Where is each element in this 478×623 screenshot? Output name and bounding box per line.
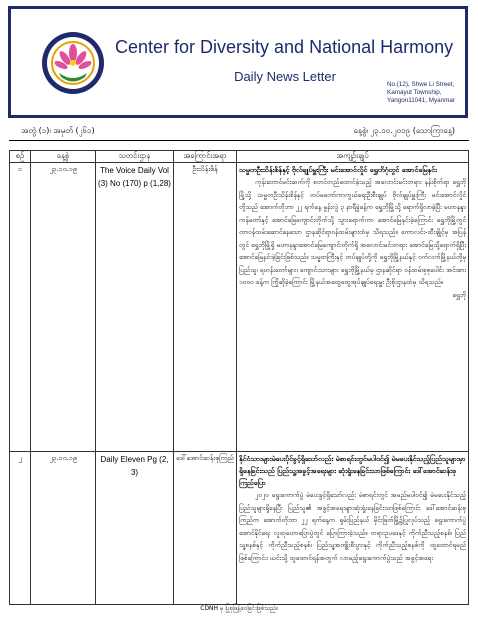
column-header-source: သတင်းဌာန (96, 151, 174, 163)
row-source: Daily Eleven Pg (2, 3) (96, 452, 174, 605)
issue-date: နေ့စွဲ၊ ၂၃.၁၀.၂၀၁၉ (သောကြာနေ့) (353, 126, 455, 135)
volume-number: အတွဲ (၁)၊ အမှတ် (၂၆၁) (21, 126, 95, 135)
organization-title: Center for Diversity and National Harmony (115, 37, 454, 57)
row-number: ၂ (10, 452, 31, 605)
address (387, 81, 467, 105)
row-summary (237, 163, 469, 452)
address-line: Yangon11041, Myanmar (387, 97, 456, 104)
news-body: ကုန်းဘောင်မင်းဆက်ကို စတင်တည်ထောင်ခဲ့သည့် အလောင်းမင်းတရား နန်းစိုက်ရာ ရွှေဘိုမြို့သို့ သမ္မတဦးသိန်းစိန်နှင့် တပ်မတော်ကာကွယ်ရေးဦးစီးချုပ် ဗိုလ်ချုပ်မှူးကြီး မင်းအောင်လှိုင်တို့သည် အောက်တိုဘာ ၂၂ ရက်နေ့ မွန်းလွဲ ၃ နာရီခွဲခန့်က ရွှေဘိုမြို့သို့ ရောက်ရှိလာခဲ့ပြီး မဟာနန္ဒာကန်တော်နှင့် အောင်မြေကျောင်းတိုက်သို့ သွားရောက်ကာ အောင်မြေနင်းခဲ့ကြောင်း ရွှေဘိုမြို့တွင် တာဝန်ထမ်းဆောင်နေသော ဌာနဆိုင်ရာဝန်ထမ်းများထံမှ သိရသည်။ ကောလင်း-ထီးချိုင့်မှ အပြန်တွင် ရွှေဘိုမြို့ရှိ မဟာနန္ဒာအောင်မြေကျောင်းတိုက်ရှိ အလောင်းမင်းတရား အောင်မြေသို့ရောက်ရှိပြီး အောင်မြေနင်းခဲ့ခြင်းဖြစ်သည်။ သမ္မတကြီးနှင့် တပ်ချုပ်တို့ကို ရွှေဘိုမြို့နယ်နှင့် ဝက်လက်မြို့နယ်တို့မှ ပြည်သူ၊ ရဟန်းတော်များ၊ ကျောင်းသားများ ရွှေဘိုမြို့နယ်မှ ဌာနဆိုင်ရာ ဝန်ထမ်းစုစုပေါင်း အင်အား ၁၀၀၀ ခန့်က ကြိုဆိုခဲ့ကြောင်း မြို့နယ်အထွေထွေအုပ်ချုပ်ရေးမှူး ဦးစိုးဌာနထံမှ သိရသည်။ (239, 178, 466, 286)
issue-info (9, 121, 469, 141)
column-header-category: အကြောင်းအရာ (174, 151, 237, 163)
table-row (10, 452, 469, 605)
column-header-no: စဉ် (10, 151, 31, 163)
row-category: ဦးသိန်းစိန် (174, 163, 237, 452)
news-headline: သမ္မတဦးသိန်းစိန်နှင့် ဗိုလ်ချုပ်မှူးကြီး မင်းအောင်လှိုင် ရွှေတိဂုံတွင် အောင်မြေနင်း (239, 166, 437, 174)
cdnh-logo (39, 17, 107, 109)
column-header-summary: အကျဉ်းချုပ် (237, 151, 469, 163)
news-headline: နိုင်ငံသားများမဲပေးပိုင်ခွင့်ရှိသော်လည်း မဲစာရင်းတွင်မပါဝင်၍ မဲမပေးနိုင်သည့်ပြည်သူများမှာရှိနေခြင်းသည် ပြည်သူ့အခွင့်အရေးများ ဆုံးရှုံးနေခြင်းသာဖြစ်ကြောင်း ဒေါ်အောင်ဆန်းစုကြည်ပြော (239, 455, 466, 487)
address-line: No.(12), Shwe Li Street, (387, 81, 455, 88)
row-summary (237, 452, 469, 605)
address-line: Kamayut Township, (387, 89, 442, 96)
page-footer: CDNH မှ ပြုစုဖြန့်ဝေခြင်းဖြစ်သည်။ (200, 605, 278, 612)
news-body: ၂၀၂၀ ရွေးကောက်ပွဲ မဲပေးခွင့်ရှိသော်လည်း မဲစာရင်းတွင် အမည်မပါဝင်၍ မဲမပေးနိုင်သည့် ပြည်သူများရှိနေပြီး ပြည်သူ၏ အခွင့်အရေးများဆုံးရှုံးနေခြင်းသာဖြစ်ကြောင်း ဒေါ်အောင်ဆန်းစုကြည်က အောက်တိုဘာ ၂၂ ရက်နေ့က ရှမ်းပြည်နယ် မိုင်းဖြတ်မြို့၌ပြုလုပ်သည့် ရွေးကောက်ပွဲအောင်နိုင်ရေး လူထုဟောပြောပွဲတွင် ပြောကြားခဲ့သည်။ တရားဥပဒေနှင့် ကိုက်ညီသည့်စနစ်၊ ပြည်သူ့စနစ်နှင့် ကိုက်ညီသည့်စနစ်၊ ပြည်သူ့အကျိုးစီးပွားနှင့် ကိုက်ညီသည့်စနစ်ကို ထူထောင်ရမည်ဖြစ်ကြောင်း၊ ယင်းသို့ ထူထောင်ရန်အတွက် လာမည့်ရွေးကောက်ပွဲသည် အခွင့်အရေး (239, 491, 466, 562)
newsletter-title: Daily News Letter (234, 69, 336, 84)
column-header-date: နေ့စွဲ (31, 151, 96, 163)
table-header-row (10, 151, 469, 163)
row-source: The Voice Daily Vol (3) No (170) p (1,28) (96, 163, 174, 452)
letterhead (8, 6, 468, 118)
table-row (10, 163, 469, 452)
news-location: ရွှေဘို (452, 290, 466, 299)
row-date: ၂၃.၁၀.၁၉ (31, 163, 96, 452)
row-category: ဒေါ်အောင်ဆန်းစုကြည် (174, 452, 237, 605)
news-table (9, 150, 469, 605)
row-date: ၂၃.၁၀.၁၉ (31, 452, 96, 605)
row-number: ၁ (10, 163, 31, 452)
